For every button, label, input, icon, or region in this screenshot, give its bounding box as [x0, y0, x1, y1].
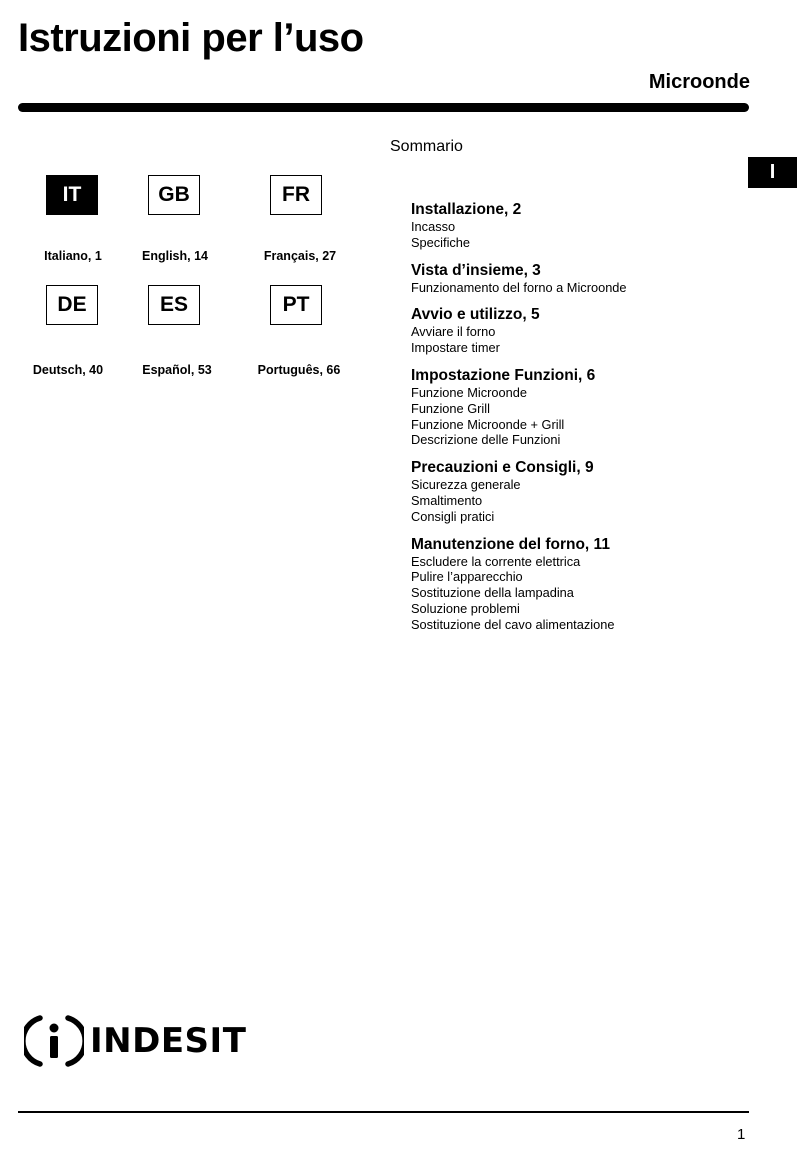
toc-item[interactable]: Soluzione problemi	[411, 600, 520, 616]
top-divider	[18, 103, 749, 112]
indesit-logo	[24, 1012, 246, 1070]
language-box-gb[interactable]	[148, 175, 200, 215]
language-code: GB	[158, 183, 190, 206]
language-label-es: Español, 53	[142, 363, 212, 377]
language-code: IT	[62, 183, 82, 206]
toc-item[interactable]: Descrizione delle Funzioni	[411, 432, 561, 448]
language-box-it[interactable]	[46, 175, 98, 215]
indesit-i-logo-icon	[24, 1012, 84, 1070]
toc-item[interactable]: Pulire l’apparecchio	[411, 569, 523, 585]
logo-wordmark: INDESIT	[90, 1021, 247, 1061]
toc-section-title[interactable]: Installazione, 2	[411, 201, 522, 218]
toc-item[interactable]: Sostituzione del cavo alimentazione	[411, 616, 615, 632]
toc-section	[411, 261, 751, 296]
toc-section-title[interactable]: Avvio e utilizzo, 5	[411, 306, 540, 324]
language-code: PT	[282, 293, 310, 316]
language-label-de: Deutsch, 40	[32, 363, 104, 377]
toc-item[interactable]: Specifiche	[411, 234, 471, 250]
page-number: 1	[737, 1126, 746, 1143]
toc-item[interactable]: Funzione Microonde + Grill	[411, 416, 565, 432]
toc-section	[411, 535, 751, 633]
toc-item[interactable]: Funzione Microonde	[411, 384, 527, 400]
toc-item[interactable]: Consigli pratici	[411, 508, 495, 524]
language-label-gb: English, 14	[142, 249, 208, 263]
document-title: Istruzioni per l’uso	[18, 16, 364, 60]
toc-section-title[interactable]: Vista d’insieme, 3	[411, 261, 541, 279]
table-of-contents	[411, 200, 751, 643]
toc-item[interactable]: Funzionamento del forno a Microonde	[411, 279, 627, 295]
toc-section	[411, 458, 751, 524]
language-label-it: Italiano, 1	[44, 249, 102, 263]
toc-section-title[interactable]: Manutenzione del forno, 11	[411, 535, 610, 553]
language-code: DE	[57, 293, 87, 316]
language-section-tab: I	[748, 157, 797, 188]
toc-item[interactable]: Sostituzione della lampadina	[411, 585, 574, 601]
toc-item[interactable]: Incasso	[411, 219, 456, 234]
toc-item[interactable]: Sicurezza generale	[411, 477, 521, 493]
toc-item[interactable]: Avviare il forno	[411, 324, 496, 340]
toc-section	[411, 366, 751, 448]
document-subtitle: Microonde	[648, 71, 750, 93]
language-code: FR	[282, 183, 310, 206]
language-code: ES	[159, 293, 188, 316]
toc-item[interactable]: Funzione Grill	[411, 400, 490, 416]
language-box-de[interactable]	[46, 285, 98, 325]
toc-section-title[interactable]: Impostazione Funzioni, 6	[411, 366, 596, 384]
toc-section	[411, 200, 751, 251]
language-label-pt: Português, 66	[257, 363, 341, 377]
bottom-divider	[18, 1111, 749, 1113]
toc-section	[411, 305, 751, 356]
summary-heading: Sommario	[390, 138, 463, 155]
toc-section-title[interactable]: Precauzioni e Consigli, 9	[411, 459, 594, 477]
toc-item[interactable]: Smaltimento	[411, 492, 483, 508]
language-label-fr: Français, 27	[263, 249, 337, 263]
language-box-pt[interactable]	[270, 285, 322, 325]
toc-item[interactable]: Escludere la corrente elettrica	[411, 553, 581, 569]
language-box-fr[interactable]	[270, 175, 322, 215]
toc-item[interactable]: Impostare timer	[411, 340, 500, 356]
language-box-es[interactable]	[148, 285, 200, 325]
